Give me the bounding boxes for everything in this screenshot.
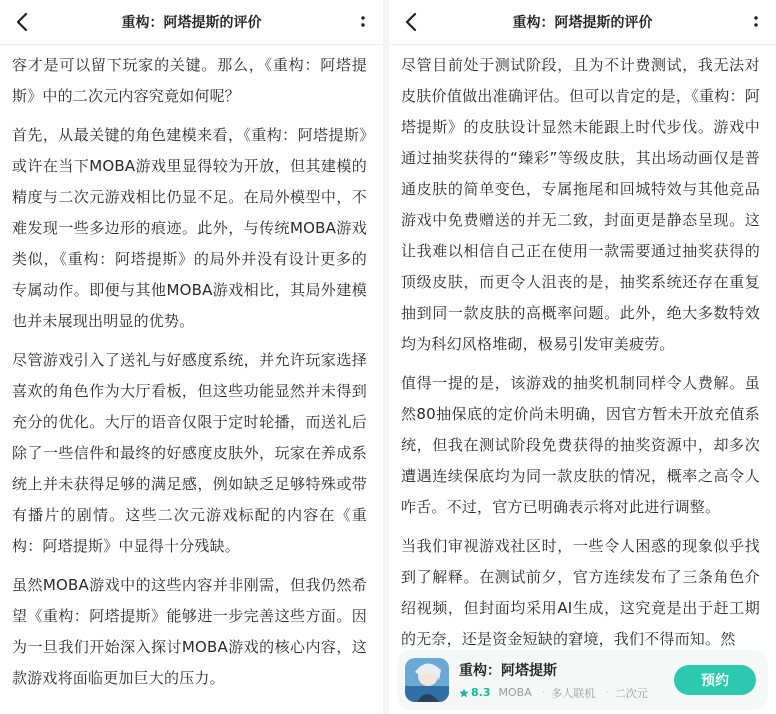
more-options-button[interactable] — [746, 12, 766, 32]
game-info — [459, 660, 674, 701]
paragraph: 容才是可以留下玩家的关键。那么，《重构：阿塔提斯》中的二次元内容究竟如何呢？ — [12, 56, 367, 105]
back-button[interactable] — [10, 9, 34, 35]
game-name: 重构：阿塔提斯 — [459, 662, 557, 679]
more-options-button[interactable] — [353, 12, 373, 32]
separator: · — [541, 686, 546, 699]
tag-multiplayer: 多人联机 — [551, 686, 596, 700]
page-title: 重构：阿塔提斯的评价 — [512, 15, 653, 31]
paragraph: 尽管游戏引入了送礼与好感度系统，并允许玩家选择喜欢的角色作为大厅看板，但这些功能显然并未得到充分的优化。大厅的语音仅限于定时轮播，而送礼后除了一些信件和最终的好感度皮肤外，玩家在养成系统上并未获得足够的满足感，例如缺乏足够特殊或带有播片的剧情。这些二次元游戏标配的内容在《重构：阿塔提斯》中显得十分残缺。 — [12, 351, 367, 555]
star-icon — [459, 688, 469, 698]
game-meta — [459, 685, 674, 701]
paragraph: 尽管目前处于测试阶段，且为不计费测试，我无法对皮肤价值做出准确评估。但可以肯定的是，《重构：阿塔提斯》的皮肤设计显然未能跟上时代步伐。游戏中通过抽奖获得的“臻彩”等级皮肤，其出场动画仅是普通皮肤的简单变色，专属拖尾和回城特效与其他竞品游戏中免费赠送的并无二致，封面更是静态呈现。这让我难以相信自己正在使用一款需要通过抽奖获得的顶级皮肤，而更令人沮丧的是，抽奖系统还存在重复抽到同一款皮肤的高概率问题。此外，绝大多数特效均为科幻风格堆砌，极易引发审美疲劳。 — [401, 56, 760, 353]
paragraph: 值得一提的是，该游戏的抽奖机制同样令人费解。虽然80抽保底的定价尚未明确，因官方暂未开放充值系统，但我在测试阶段免费获得的抽奖资源中，却多次遭遇连续保底均为同一款皮肤的情况，概率之高令人咋舌。不过，官方已明确表示将对此进行调整。 — [401, 374, 760, 516]
paragraph: 虽然MOBA游戏中的这些内容并非刚需，但我仍然希望《重构：阿塔提斯》能够进一步完善这些方面。因为一旦我们开始深入探讨MOBA游戏的核心内容，这款游戏将面临更加巨大的压力。 — [12, 576, 367, 687]
chevron-left-icon — [405, 13, 417, 31]
tag-moba: MOBA — [498, 686, 532, 699]
more-vertical-icon — [360, 14, 366, 30]
top-bar — [389, 0, 776, 45]
back-button[interactable] — [399, 9, 423, 35]
chevron-left-icon — [16, 13, 28, 31]
paragraph: 当我们审视游戏社区时，一些令人困惑的现象似乎找到了解释。在测试前夕，官方连续发布了三条角色介绍视频，但封面均采用AI生成，这究竟是出于赶工期的无奈，还是资金短缺的窘境，我们不得而知。然 — [401, 537, 760, 648]
game-icon — [405, 658, 449, 702]
tag-anime: 二次元 — [614, 686, 648, 700]
top-bar — [0, 0, 383, 45]
more-vertical-icon — [753, 14, 759, 30]
article-body — [0, 50, 383, 702]
article-body — [389, 50, 776, 663]
rating-value: 8.3 — [471, 686, 491, 699]
left-article-panel — [0, 0, 383, 714]
game-card[interactable] — [397, 650, 768, 710]
page-title: 重构：阿塔提斯的评价 — [121, 15, 262, 31]
paragraph: 首先，从最关键的角色建模来看，《重构：阿塔提斯》或许在当下MOBA游戏里显得较为开放，但其建模的精度与二次元游戏相比仍显不足。在局外模型中，不难发现一些多边形的痕迹。此外，与传统MOBA游戏类似，《重构：阿塔提斯》的局外并没有设计更多的专属动作。即便与其他MOBA游戏相比，其局外建模也并未展现出明显的优势。 — [12, 126, 367, 330]
reserve-button[interactable]: 预约 — [674, 665, 756, 695]
separator: · — [605, 686, 609, 699]
right-article-panel — [389, 0, 776, 714]
rating — [459, 686, 491, 699]
